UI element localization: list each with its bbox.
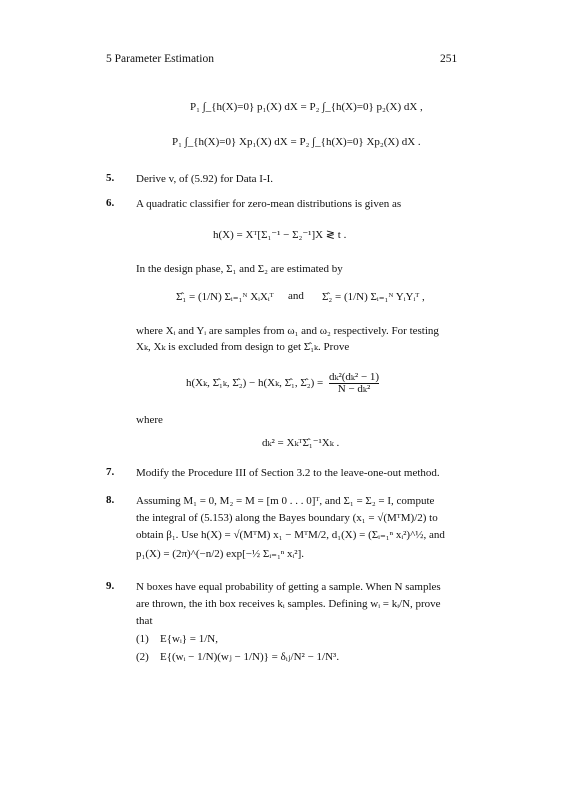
equation-and: and: [288, 290, 304, 302]
equation-boundary-1: P₁ ∫_{h(X)=0} p₁(X) dX = P₂ ∫_{h(X)=0} p₂(X) dX ,: [190, 101, 423, 113]
problem-text: the integral of (5.153) along the Bayes boundary (x₁ = √(MᵀM)/2) to: [136, 512, 438, 524]
running-header-chapter: 5 Parameter Estimation: [106, 53, 214, 65]
page-number: 251: [440, 53, 458, 65]
equation-prove-denominator: N − dₖ²: [329, 383, 379, 395]
problem-text: Assuming M₁ = 0, M₂ = M = [m 0 . . . 0]ᵀ, and Σ₁ = Σ₂ = I, compute: [136, 495, 435, 507]
problem-text: that: [136, 615, 153, 627]
problem-number: 5.: [106, 172, 115, 184]
problem-number: 6.: [106, 197, 115, 209]
problem-text: where Xᵢ and Yᵢ are samples from ω₁ and ω₂ respectively. For testing: [136, 325, 439, 337]
problem-text: Modify the Procedure III of Section 3.2 to the leave-one-out method.: [136, 467, 440, 479]
equation-dk: dₖ² = XₖᵀΣ̂₁⁻¹Xₖ .: [262, 437, 340, 449]
problem-number: 8.: [106, 494, 115, 506]
equation-prove-lhs: h(Xₖ, Σ̂₁ₖ, Σ̂₂) − h(Xₖ, Σ̂₁, Σ̂₂) =: [186, 377, 324, 390]
equation-prove-numerator: dₖ²(dₖ² − 1): [328, 371, 380, 383]
problem-text: are thrown, the ith box receives kᵢ samples. Defining wᵢ = kᵢ/N, prove: [136, 598, 441, 610]
equation-classifier: h(X) = Xᵀ[Σ₁⁻¹ − Σ₂⁻¹]X ≷ t .: [213, 229, 347, 241]
equation-estimate-sigma2: Σ̂₂ = (1/N) Σᵢ₌₁ᴺ YᵢYᵢᵀ ,: [322, 291, 425, 303]
equation-prove-fraction: [329, 372, 379, 395]
equation-estimate-sigma1: Σ̂₁ = (1/N) Σᵢ₌₁ᴺ XᵢXᵢᵀ: [176, 291, 274, 303]
list-item-label: (1): [136, 633, 149, 645]
problem-number: 9.: [106, 580, 115, 592]
problem-text: where: [136, 414, 163, 426]
problem-text: Derive v, of (5.92) for Data I-I.: [136, 173, 274, 185]
equation-boundary-2: P₁ ∫_{h(X)=0} Xp₁(X) dX = P₂ ∫_{h(X)=0} Xp₂(X) dX .: [172, 136, 421, 148]
equation-prove: [186, 372, 382, 395]
problem-text: p₁(X) = (2π)^(−n/2) exp[−½ Σᵢ₌₁ⁿ xᵢ²].: [136, 548, 305, 560]
problem-text: In the design phase, Σ₁ and Σ₂ are estimated by: [136, 263, 343, 275]
problem-text: obtain β₁. Use h(X) = √(MᵀM) x₁ − MᵀM/2, d₁(X) = (Σᵢ₌₁ⁿ xᵢ²)^½, and: [136, 529, 445, 541]
problem-text: Xₖ, Xₖ is excluded from design to get Σ̂₁ₖ. Prove: [136, 341, 350, 353]
list-item-label: (2): [136, 651, 149, 663]
problem-text: A quadratic classifier for zero-mean distributions is given as: [136, 198, 402, 210]
problem-text: N boxes have equal probability of getting a sample. When N samples: [136, 581, 441, 593]
problem-number: 7.: [106, 466, 115, 478]
list-item: E{wᵢ} = 1/N,: [160, 633, 218, 645]
list-item: E{(wᵢ − 1/N)(wⱼ − 1/N)} = δᵢⱼ/N² − 1/N³.: [160, 651, 340, 663]
